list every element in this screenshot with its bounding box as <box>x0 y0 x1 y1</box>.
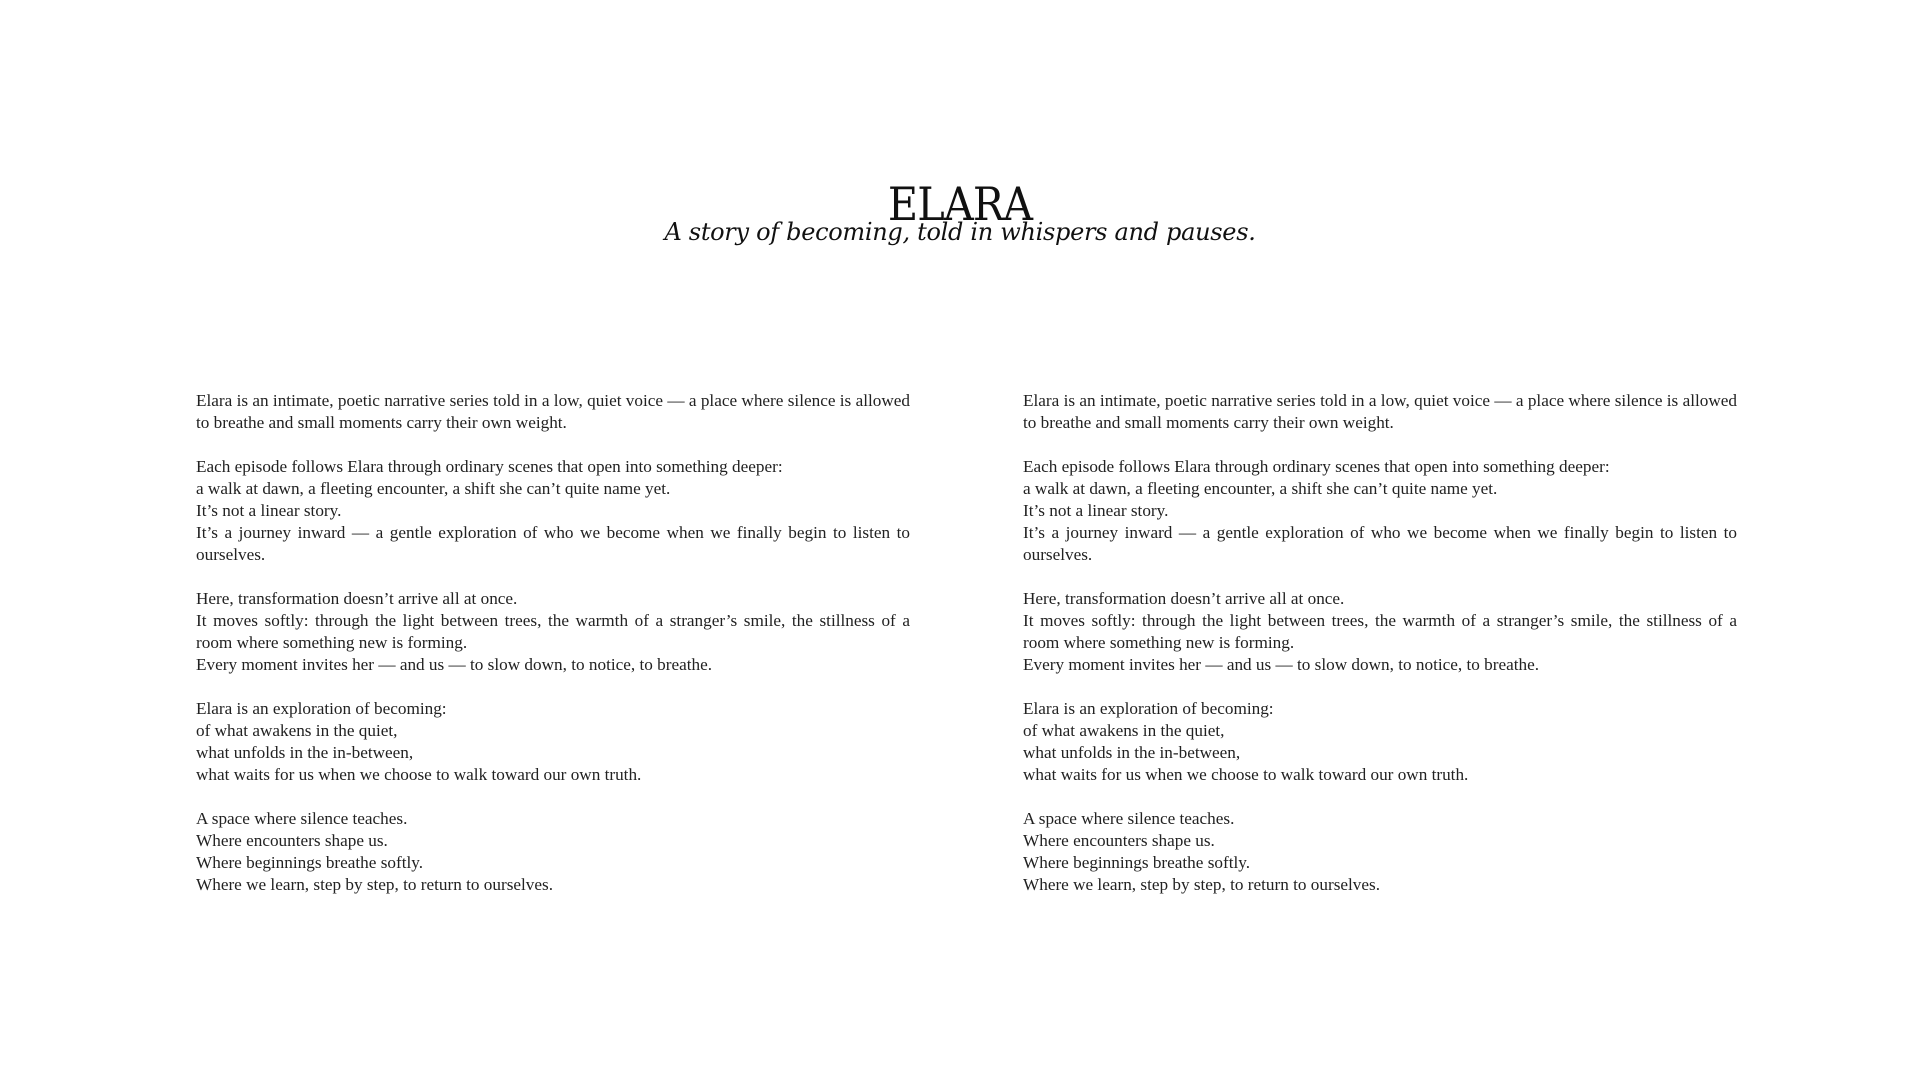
text-line: Each episode follows Elara through ordinary scenes that open into something deeper: <box>196 457 783 476</box>
paragraph <box>1023 698 1737 786</box>
paragraph <box>196 390 910 434</box>
paragraph <box>196 588 910 676</box>
text-line: It’s not a linear story. <box>1023 501 1169 520</box>
text-line: what waits for us when we choose to walk toward our own truth. <box>196 765 642 784</box>
text-line: what waits for us when we choose to walk toward our own truth. <box>1023 765 1469 784</box>
paragraph <box>1023 588 1737 676</box>
text-line: Where we learn, step by step, to return to ourselves. <box>196 875 554 894</box>
paragraph <box>196 808 910 896</box>
text-line: Where encounters shape us. <box>196 831 388 850</box>
text-column-right <box>1023 390 1737 918</box>
text-line: Every moment invites her — and us — to slow down, to notice, to breathe. <box>1023 655 1540 674</box>
text-line: A space where silence teaches. <box>196 809 408 828</box>
text-line: It moves softly: through the light between trees, the warmth of a stranger’s smile, the stillness of a room where something new is forming. <box>1023 611 1737 652</box>
text-line: It’s not a linear story. <box>196 501 342 520</box>
page-subtitle: A story of becoming, told in whispers and pauses. <box>664 218 1256 246</box>
text-line: a walk at dawn, a fleeting encounter, a shift she can’t quite name yet. <box>196 479 671 498</box>
page-title: ELARA <box>887 176 1033 231</box>
text-line: of what awakens in the quiet, <box>196 721 398 740</box>
text-line: what unfolds in the in-between, <box>1023 743 1241 762</box>
paragraph <box>196 456 910 566</box>
text-line: Elara is an intimate, poetic narrative series told in a low, quiet voice — a place where silence is allowed to breathe and small moments carry their own weight. <box>196 391 910 432</box>
text-line: Here, transformation doesn’t arrive all at once. <box>1023 589 1345 608</box>
text-line: Every moment invites her — and us — to slow down, to notice, to breathe. <box>196 655 713 674</box>
text-line: Elara is an exploration of becoming: <box>1023 699 1274 718</box>
text-line: It’s a journey inward — a gentle exploration of who we become when we finally begin to listen to ourselves. <box>196 523 910 564</box>
text-column-left <box>196 390 910 918</box>
text-line: Here, transformation doesn’t arrive all at once. <box>196 589 518 608</box>
text-line: what unfolds in the in-between, <box>196 743 414 762</box>
text-line: It’s a journey inward — a gentle exploration of who we become when we finally begin to listen to ourselves. <box>1023 523 1737 564</box>
text-line: a walk at dawn, a fleeting encounter, a shift she can’t quite name yet. <box>1023 479 1498 498</box>
paragraph <box>1023 390 1737 434</box>
text-line: Elara is an exploration of becoming: <box>196 699 447 718</box>
paragraph <box>1023 456 1737 566</box>
text-line: A space where silence teaches. <box>1023 809 1235 828</box>
text-line: Where we learn, step by step, to return to ourselves. <box>1023 875 1381 894</box>
paragraph <box>196 698 910 786</box>
paragraph <box>1023 808 1737 896</box>
text-line: Where beginnings breathe softly. <box>1023 853 1251 872</box>
text-line: Elara is an intimate, poetic narrative series told in a low, quiet voice — a place where silence is allowed to breathe and small moments carry their own weight. <box>1023 391 1737 432</box>
text-line: of what awakens in the quiet, <box>1023 721 1225 740</box>
text-line: Each episode follows Elara through ordinary scenes that open into something deeper: <box>1023 457 1610 476</box>
text-line: Where beginnings breathe softly. <box>196 853 424 872</box>
text-line: Where encounters shape us. <box>1023 831 1215 850</box>
text-line: It moves softly: through the light between trees, the warmth of a stranger’s smile, the stillness of a room where something new is forming. <box>196 611 910 652</box>
